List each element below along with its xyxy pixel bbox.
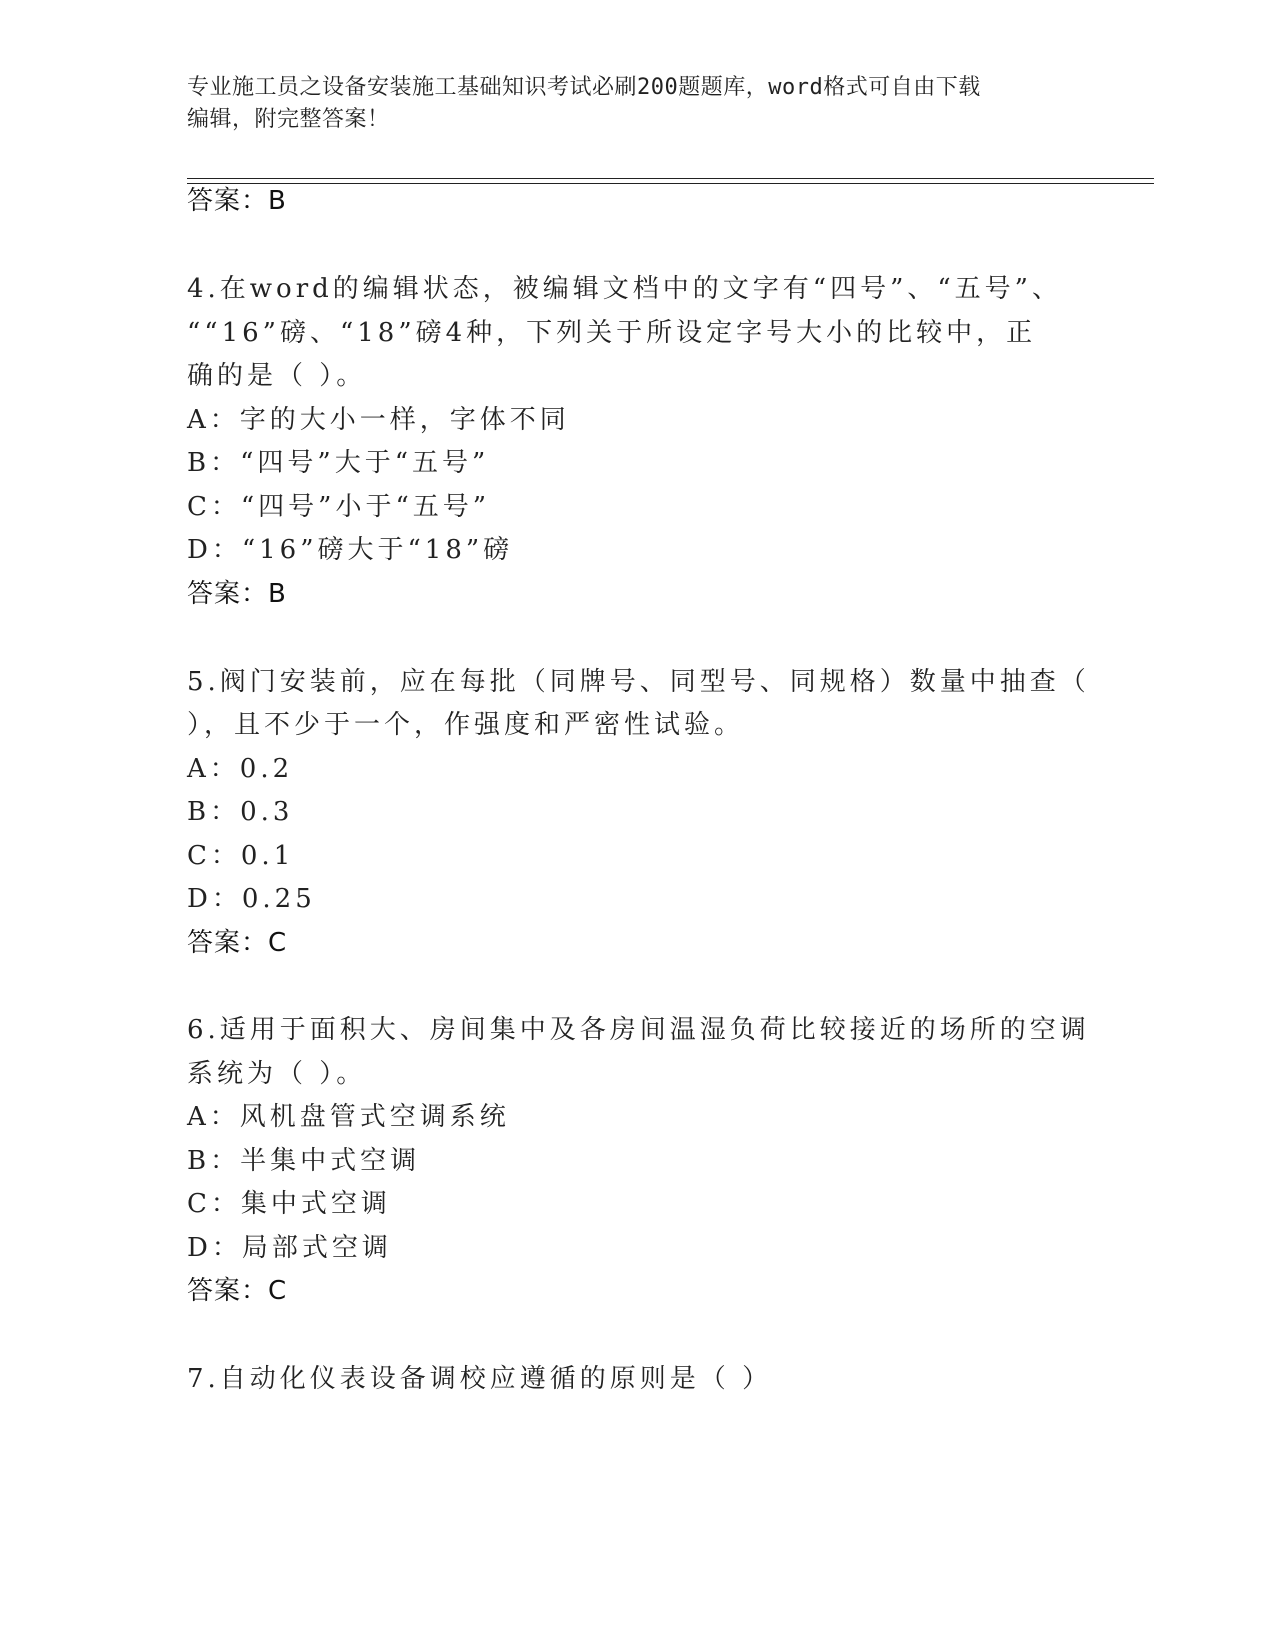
option-a: A：0.2 [187, 754, 294, 784]
option-c: C：集中式空调 [187, 1189, 391, 1219]
question-stem-line: ），且不少于一个，作强度和严密性试验。 [187, 710, 745, 740]
question-stem-line: 4.在word的编辑状态，被编辑文档中的文字有“四号”、“五号”、 [187, 274, 1062, 304]
document-header [187, 72, 1087, 136]
option-c: C：“四号”小于“五号” [187, 492, 491, 522]
option-b: B：半集中式空调 [187, 1146, 421, 1176]
question-stem-line: 6.适用于面积大、房间集中及各房间温湿负荷比较接近的场所的空调 [187, 1015, 1090, 1045]
option-d: D：0.25 [187, 884, 316, 914]
question-stem-line: 确的是（ ）。 [187, 361, 367, 391]
option-b: B：“四号”大于“五号” [187, 448, 490, 478]
header-divider-top [187, 178, 1154, 179]
answer-line: 答案：C [187, 1276, 288, 1306]
header-title-line-1: 专业施工员之设备安装施工基础知识考试必刷200题题库，word格式可自由下载 [187, 75, 981, 100]
question-stem-line: 5.阀门安装前，应在每批（同牌号、同型号、同规格）数量中抽查（ [187, 667, 1090, 697]
question-stem-line: 7.自动化仪表设备调校应遵循的原则是（ ） [187, 1364, 773, 1394]
answer-line: 答案：B [187, 186, 287, 216]
option-a: A：风机盘管式空调系统 [187, 1102, 510, 1132]
option-c: C：0.1 [187, 841, 295, 871]
header-divider-bottom [187, 183, 1154, 184]
option-d: D：“16”磅大于“18”磅 [187, 535, 514, 565]
option-b: B：0.3 [187, 797, 294, 827]
question-stem-line: ““16”磅、“18”磅4种，下列关于所设定字号大小的比较中，正 [187, 318, 1037, 348]
header-title-line-2: 编辑，附完整答案！ [187, 107, 390, 132]
answer-line: 答案：B [187, 579, 287, 609]
answer-line: 答案：C [187, 928, 288, 958]
option-a: A：字的大小一样，字体不同 [187, 405, 570, 435]
option-d: D：局部式空调 [187, 1233, 392, 1263]
question-stem-line: 系统为（ ）。 [187, 1059, 367, 1089]
